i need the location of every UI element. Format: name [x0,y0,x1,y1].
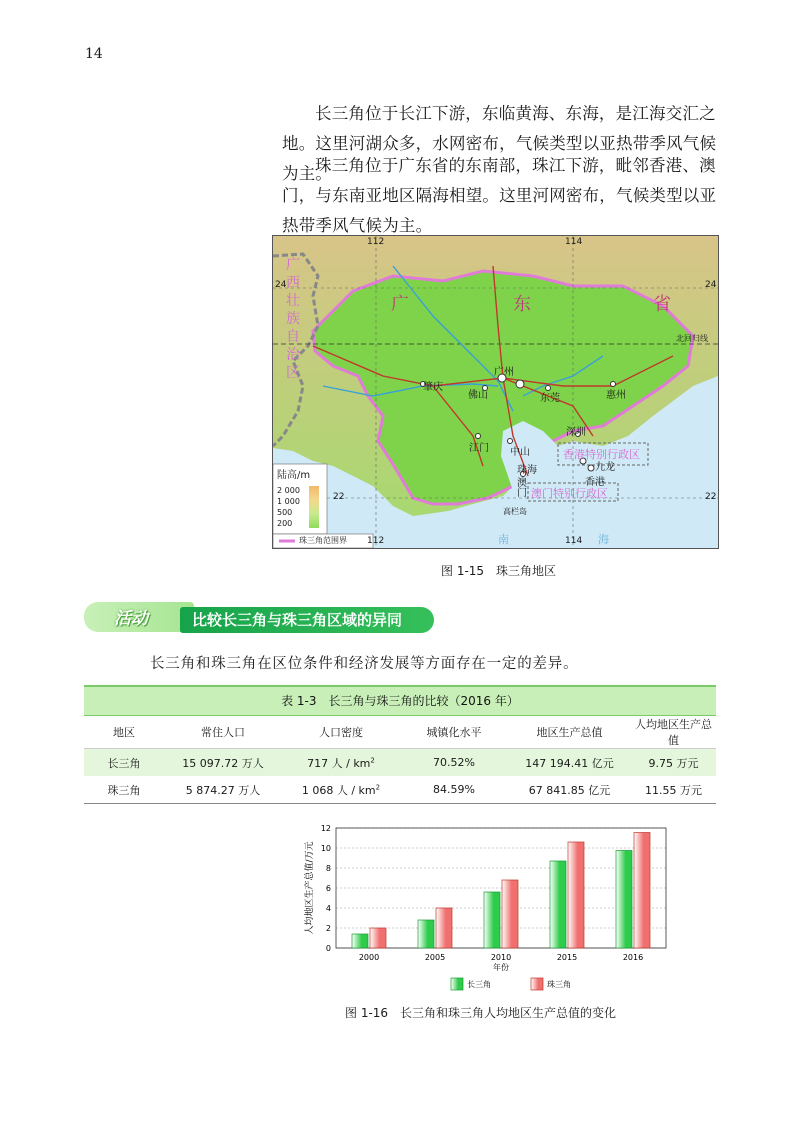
bar [352,934,368,948]
y-axis-label: 人均地区生产总值/万元 [305,841,315,935]
table-row [84,749,716,777]
island-label: 高栏岛 [503,507,527,516]
x-tick-label: 2010 [490,953,512,962]
paragraph-yangtze-delta: 长三角位于长江下游，东临黄海、东海，是江海交汇之地。这里河湖众多，水网密布，气候类型以亚热带季风气候为主。 [282,104,717,183]
page-number: 14 [85,46,103,62]
table-caption: 表 1-3 长三角与珠三角的比较（2016 年） [84,685,716,715]
header-gdp: 地区生产总值 [508,716,631,749]
tropic-label: 北回归线 [676,334,708,343]
city-foshan: 佛山 [468,390,488,401]
activity-title: 比较长三角与珠三角区域的异同 [180,607,434,633]
province-label-dong: 东 [513,294,531,315]
bar [550,861,566,948]
province-label-guang: 广 [391,294,409,315]
y-tick-label: 4 [325,904,331,913]
sea-label-hai: 海 [598,533,609,546]
cell-gdp-per-capita: 9.75 万元 [631,749,716,777]
legend-level-500: 500 [277,508,293,517]
comparison-table [84,685,716,804]
legend-boundary: 珠三角范围界 [299,536,347,545]
y-tick-label: 2 [325,924,331,933]
activity-tag: 活动 [84,602,194,632]
bar [568,842,584,948]
province-label-sheng: 省 [653,294,671,315]
region-label-guangxi: 广西壮族自治区 [286,257,300,381]
legend-label: 珠三角 [547,980,571,989]
city-dongguan: 东莞 [540,393,560,404]
lat-label-bottom: 22 [333,492,345,502]
x-tick-label: 2016 [622,953,644,962]
macau-sar-label: 澳门特别行政区 [531,487,608,500]
gdp-per-capita-chart [298,818,678,993]
city-kowloon: 九龙 [595,462,615,473]
legend-level-2000: 2 000 [277,486,300,495]
lon-label-right: 114 [565,237,583,247]
header-gdp-per-capita: 人均地区生产总值 [631,716,716,749]
cell-density: 717 人 / $km^2$ [282,749,400,777]
cell-gdp-per-capita: 11.55 万元 [631,776,716,804]
x-tick-label: 2005 [424,953,446,962]
bar [436,908,452,948]
legend-swatch [451,978,463,990]
cell-population: 5 874.27 万人 [164,776,282,804]
bar [502,880,518,948]
header-density: 人口密度 [282,716,400,749]
lat-label-top-right: 24 [705,280,717,290]
y-tick-label: 8 [325,864,331,873]
y-tick-label: 0 [325,944,331,953]
header-urbanization: 城镇化水平 [400,716,508,749]
city-zhuhai: 珠海 [517,465,537,476]
bar [418,920,434,948]
city-jiangmen: 江门 [469,443,489,454]
cell-region: 长三角 [84,749,164,777]
legend-label: 长三角 [467,980,491,989]
hk-sar-label: 香港特别行政区 [563,448,640,461]
legend-swatch [531,978,543,990]
cell-population: 15 097.72 万人 [164,749,282,777]
cell-region: 珠三角 [84,776,164,804]
cell-gdp: 67 841.85 亿元 [508,776,631,804]
lon-label-right-bottom: 114 [565,536,583,546]
city-zhongshan: 中山 [510,447,530,458]
city-hongkong: 香港 [585,477,605,488]
city-zhaoqing: 肇庆 [423,382,443,393]
x-tick-label: 2015 [556,953,578,962]
sea-label-nan: 南 [498,533,509,546]
y-tick-label: 12 [320,824,331,833]
cell-urbanization: 70.52% [400,749,508,777]
x-tick-label: 2000 [358,953,380,962]
legend-level-1000: 1 000 [277,497,300,506]
city-huizhou: 惠州 [606,390,626,401]
header-region: 地区 [84,716,164,749]
y-tick-label: 10 [320,844,331,853]
chart-caption: 图 1-16 长三角和珠三角人均地区生产总值的变化 [345,1006,617,1020]
cell-urbanization: 84.59% [400,776,508,804]
legend-title: 陆高/m [277,470,311,481]
pearl-river-delta-map [272,235,719,549]
lon-label-left-bottom: 112 [367,536,385,546]
bar [484,892,500,948]
paragraph-pearl-delta: 珠三角位于广东省的东南部，珠江下游，毗邻香港、澳门，与东南亚地区隔海相望。这里河网密布，气候类型以亚热带季风气候为主。 [282,156,717,235]
cell-gdp: 147 194.41 亿元 [508,749,631,777]
city-shenzhen: 深圳 [566,427,586,438]
bar [634,833,650,949]
table-row [84,776,716,804]
x-axis-label: 年份 [493,963,509,972]
legend-level-200: 200 [277,519,293,528]
bar [616,851,632,949]
lat-label-bottom-right: 22 [705,492,717,502]
city-macau: 澳门 [517,478,527,499]
bar [370,928,386,948]
map-caption: 图 1-15 珠三角地区 [441,564,557,578]
activity-banner [84,602,434,634]
lat-label-top: 24 [275,280,287,290]
y-tick-label: 6 [325,884,331,893]
lon-label-left: 112 [367,237,385,247]
city-guangzhou: 广州 [494,367,514,378]
header-population: 常住人口 [164,716,282,749]
activity-intro: 长三角和珠三角在区位条件和经济发展等方面存在一定的差异。 [150,656,579,672]
cell-density: 1 068 人 / $km^2$ [282,776,400,804]
